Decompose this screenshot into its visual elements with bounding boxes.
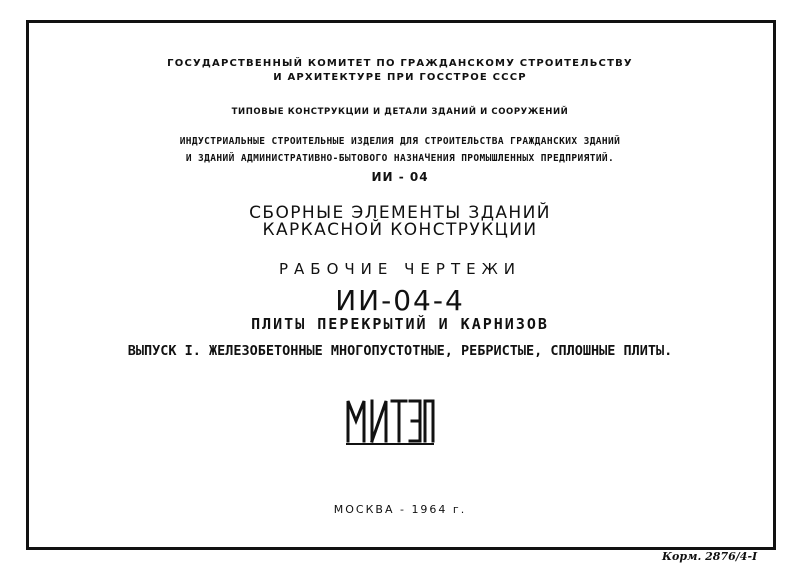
committee-line-1: ГОСУДАРСТВЕННЫЙ КОМИТЕТ ПО ГРАЖДАНСКОМУ СТРОИТЕЛЬСТВУ — [167, 58, 633, 69]
archive-stamp: Корм. 2876/4-I — [662, 550, 758, 563]
logo-text: МИТЭП — [390, 424, 394, 425]
series-code: ИИ - 04 — [371, 170, 429, 184]
main-title-line-2: КАРКАСНОЙ КОНСТРУКЦИИ — [262, 220, 538, 240]
series-title-line-2: И ЗДАНИЙ АДМИНИСТРАТИВНО-БЫТОВОГО НАЗНАЧЕНИЯ ПРОМЫШЛЕННЫХ ПРЕДПРИЯТИЙ. — [185, 153, 615, 164]
document-code: ИИ-04-4 — [335, 284, 465, 317]
issue-title: ВЫПУСК I. ЖЕЛЕЗОБЕТОННЫЕ МНОГОПУСТОТНЫЕ, РЕБРИСТЫЕ, СПЛОШНЫЕ ПЛИТЫ. — [127, 343, 673, 359]
committee-line-2: И АРХИТЕКТУРЕ ПРИ ГОССТРОЕ СССР — [273, 72, 527, 83]
series-title-line-1: ИНДУСТРИАЛЬНЫЕ СТРОИТЕЛЬНЫЕ ИЗДЕЛИЯ ДЛЯ СТРОИТЕЛЬСТВА ГРАЖДАНСКИХ ЗДАНИЙ — [179, 136, 621, 147]
mitep-logo — [345, 396, 435, 446]
main-title-line-1: СБОРНЫЕ ЭЛЕМЕНТЫ ЗДАНИЙ — [249, 203, 551, 223]
city-year: МОСКВА - 1964 г. — [333, 503, 467, 516]
document-subtitle: ПЛИТЫ ПЕРЕКРЫТИЙ И КАРНИЗОВ — [251, 315, 549, 333]
series-type: ТИПОВЫЕ КОНСТРУКЦИИ И ДЕТАЛИ ЗДАНИЙ И СООРУЖЕНИЙ — [231, 107, 569, 117]
document-type: РАБОЧИЕ ЧЕРТЕЖИ — [279, 260, 521, 278]
